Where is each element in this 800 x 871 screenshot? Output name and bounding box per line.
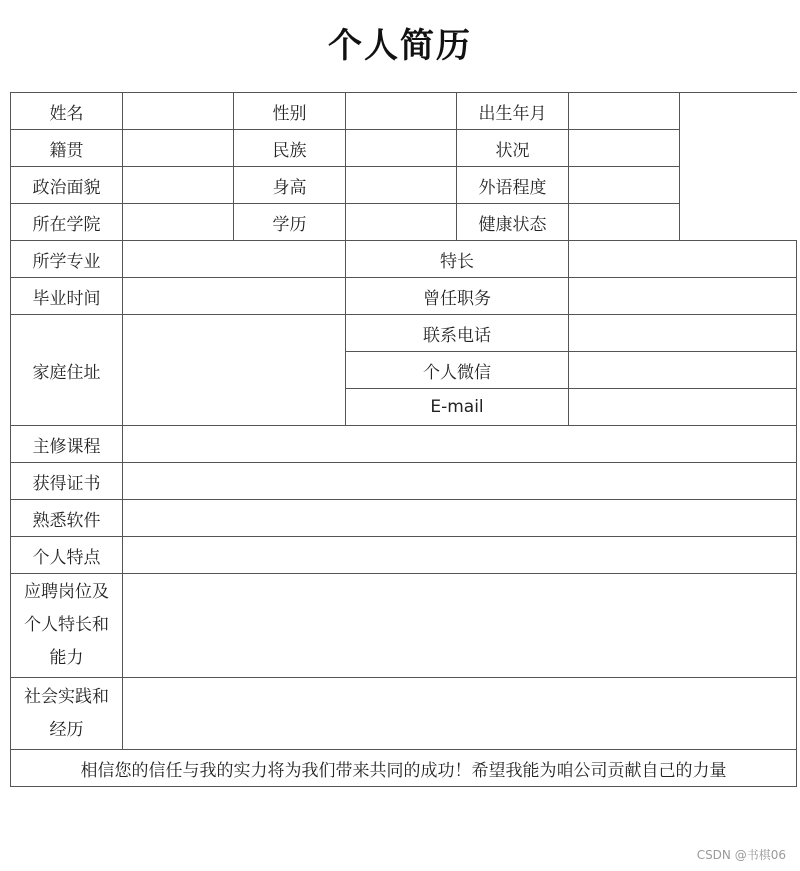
phone-field[interactable] (569, 315, 797, 352)
table-row (11, 130, 797, 167)
address-field[interactable] (123, 315, 346, 426)
health-label: 健康状态 (457, 204, 569, 241)
specialty-label: 特长 (346, 241, 569, 278)
software-field[interactable] (123, 500, 797, 537)
health-field[interactable] (569, 204, 680, 241)
college-field[interactable] (123, 204, 234, 241)
page-title: 个人简历 (328, 26, 472, 66)
traits-field[interactable] (123, 537, 797, 574)
certificates-label: 获得证书 (11, 463, 123, 500)
table-row (11, 500, 797, 537)
table-row (11, 750, 797, 787)
ethnicity-label: 民族 (234, 130, 346, 167)
courses-field[interactable] (123, 426, 797, 463)
birth-label: 出生年月 (457, 93, 569, 130)
watermark: CSDN @书棋06 (696, 848, 786, 862)
political-field[interactable] (123, 167, 234, 204)
table-row (11, 678, 797, 750)
college-label: 所在学院 (11, 204, 123, 241)
resume-table (10, 92, 797, 787)
table-row (11, 426, 797, 463)
table-row (11, 574, 797, 678)
status-field[interactable] (569, 130, 680, 167)
address-label: 家庭住址 (11, 315, 123, 426)
origin-label: 籍贯 (11, 130, 123, 167)
email-field[interactable] (569, 389, 797, 426)
email-label: E-mail (346, 389, 569, 426)
language-label: 外语程度 (457, 167, 569, 204)
political-label: 政治面貌 (11, 167, 123, 204)
gender-label: 性别 (234, 93, 346, 130)
major-field[interactable] (123, 241, 346, 278)
graduation-label: 毕业时间 (11, 278, 123, 315)
position-field[interactable] (123, 574, 797, 678)
practice-label: 社会实践和经历 (11, 678, 123, 750)
table-row (11, 204, 797, 241)
traits-label: 个人特点 (11, 537, 123, 574)
origin-field[interactable] (123, 130, 234, 167)
table-row (11, 278, 797, 315)
table-row (11, 167, 797, 204)
graduation-field[interactable] (123, 278, 346, 315)
software-label: 熟悉软件 (11, 500, 123, 537)
position-label: 应聘岗位及个人特长和能力 (11, 574, 123, 678)
education-label: 学历 (234, 204, 346, 241)
wechat-field[interactable] (569, 352, 797, 389)
major-label: 所学专业 (11, 241, 123, 278)
former-post-field[interactable] (569, 278, 797, 315)
former-post-label: 曾任职务 (346, 278, 569, 315)
name-label: 姓名 (11, 93, 123, 130)
courses-label: 主修课程 (11, 426, 123, 463)
gender-field[interactable] (346, 93, 457, 130)
ethnicity-field[interactable] (346, 130, 457, 167)
specialty-field[interactable] (569, 241, 797, 278)
table-row (11, 315, 797, 352)
practice-field[interactable] (123, 678, 797, 750)
table-row (11, 241, 797, 278)
name-field[interactable] (123, 93, 234, 130)
birth-field[interactable] (569, 93, 680, 130)
height-field[interactable] (346, 167, 457, 204)
education-field[interactable] (346, 204, 457, 241)
wechat-label: 个人微信 (346, 352, 569, 389)
photo-cell (680, 93, 797, 241)
footer-text: 相信您的信任与我的实力将为我们带来共同的成功！希望我能为咱公司贡献自己的力量 (11, 750, 797, 787)
table-row (11, 463, 797, 500)
height-label: 身高 (234, 167, 346, 204)
certificates-field[interactable] (123, 463, 797, 500)
table-row (11, 93, 797, 130)
table-row (11, 537, 797, 574)
status-label: 状况 (457, 130, 569, 167)
language-field[interactable] (569, 167, 680, 204)
phone-label: 联系电话 (346, 315, 569, 352)
